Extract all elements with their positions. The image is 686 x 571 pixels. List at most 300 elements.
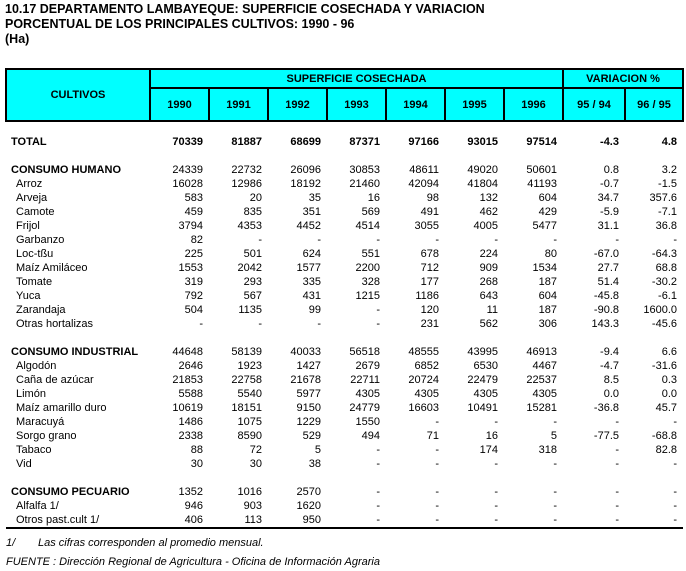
cell-value: 10619: [172, 402, 203, 414]
cell-value: 225: [184, 248, 203, 260]
source-note: FUENTE : Dirección Regional de Agricultura - Oficina de Información Agraria: [6, 556, 380, 568]
cell-value: -: [494, 416, 498, 428]
cell-value: 87371: [349, 136, 380, 148]
row-label: [6, 121, 150, 135]
cell-value: 48611: [409, 164, 439, 176]
row-label: Camote: [16, 206, 55, 218]
row-label: Tabaco: [16, 444, 52, 456]
cell-value: 8.5: [603, 374, 619, 386]
cell-value: 293: [243, 276, 262, 288]
cell-value: 567: [243, 290, 262, 302]
cell-value: [150, 471, 209, 485]
cell-value: [209, 471, 268, 485]
cell-value: 1923: [237, 360, 262, 372]
cell-value: 16603: [408, 402, 439, 414]
cell-value: 42094: [408, 178, 439, 190]
table-row: [6, 443, 683, 457]
row-label: [6, 471, 150, 485]
cell-value: [150, 331, 209, 345]
cell-value: -: [673, 416, 677, 428]
cell-value: [327, 149, 386, 163]
row-label: Arveja: [16, 192, 48, 204]
cell-value: [150, 121, 209, 135]
cell-value: 177: [420, 276, 439, 288]
column-header-1993: 1993: [327, 88, 386, 121]
cell-value: 21853: [172, 374, 203, 386]
spacer-row: [6, 149, 683, 163]
cell-value: 27.7: [597, 262, 619, 274]
cell-value: 97166: [408, 136, 439, 148]
cell-value: -: [317, 234, 321, 246]
cell-value: -45.6: [651, 318, 677, 330]
cell-value: 459: [184, 206, 203, 218]
cell-value: 429: [538, 206, 557, 218]
row-label: Maracuyá: [16, 416, 65, 428]
table-header: [6, 69, 683, 121]
cell-value: 35: [308, 192, 321, 204]
cell-value: 24339: [172, 164, 203, 176]
cell-value: 4467: [532, 360, 557, 372]
table-row: [6, 345, 683, 359]
cell-value: 909: [479, 262, 498, 274]
cell-value: 792: [184, 290, 203, 302]
cell-value: -30.2: [651, 276, 677, 288]
cell-value: -68.8: [651, 430, 677, 442]
cell-value: 50601: [526, 164, 557, 176]
cell-value: -9.4: [600, 346, 619, 358]
table-body: [6, 121, 683, 528]
cell-value: 98: [426, 192, 439, 204]
cell-value: 1075: [237, 416, 262, 428]
cell-value: -: [673, 514, 677, 526]
cell-value: [445, 471, 504, 485]
cell-value: -: [615, 486, 619, 498]
cell-value: 174: [479, 444, 498, 456]
cell-value: 22758: [231, 374, 262, 386]
cell-value: 45.7: [655, 402, 677, 414]
cell-value: 583: [184, 192, 203, 204]
cell-value: [268, 121, 327, 135]
cell-value: 494: [361, 430, 380, 442]
cell-value: 328: [361, 276, 380, 288]
cell-value: 306: [538, 318, 557, 330]
cell-value: -: [494, 514, 498, 526]
cell-value: 6.6: [661, 346, 677, 358]
column-group-superficie-cosechada: SUPERFICIE COSECHADA: [150, 69, 563, 88]
cell-value: 1553: [178, 262, 203, 274]
row-label: Algodón: [16, 360, 57, 372]
cell-value: 16: [367, 192, 380, 204]
cell-value: 10491: [467, 402, 498, 414]
cell-value: 406: [184, 514, 203, 526]
cell-value: 569: [361, 206, 380, 218]
cell-value: -: [615, 416, 619, 428]
cell-value: 1215: [355, 290, 380, 302]
row-label: Sorgo grano: [16, 430, 77, 442]
cell-value: 624: [302, 248, 321, 260]
row-label: CONSUMO PECUARIO: [11, 486, 130, 498]
row-label: Alfalfa 1/: [16, 500, 59, 512]
cell-value: 319: [184, 276, 203, 288]
cell-value: 11: [486, 304, 498, 316]
column-header-1995: 1995: [445, 88, 504, 121]
cell-value: -: [553, 458, 557, 470]
cell-value: 22479: [467, 374, 498, 386]
cell-value: -77.5: [593, 430, 619, 442]
cell-value: 88: [190, 444, 203, 456]
column-header-1994: 1994: [386, 88, 445, 121]
cell-value: [209, 121, 268, 135]
cell-value: -: [494, 486, 498, 498]
cell-value: -: [376, 458, 380, 470]
row-label: Garbanzo: [16, 234, 65, 246]
row-label: Frijol: [16, 220, 40, 232]
table-row: [6, 387, 683, 401]
cell-value: -: [376, 304, 380, 316]
cell-value: 6530: [473, 360, 498, 372]
cell-value: 46913: [526, 346, 557, 358]
row-label: Otros past.cult 1/: [16, 514, 100, 526]
cell-value: 97514: [526, 136, 557, 148]
cell-value: 20: [249, 192, 262, 204]
table-row: [6, 275, 683, 289]
cell-value: [504, 149, 563, 163]
cell-value: -4.7: [600, 360, 619, 372]
cell-value: [386, 471, 445, 485]
cell-value: 529: [302, 430, 321, 442]
cell-value: 40033: [290, 346, 321, 358]
cell-value: -: [376, 234, 380, 246]
cell-value: 31.1: [597, 220, 619, 232]
cell-value: [625, 331, 683, 345]
cell-value: 72: [249, 444, 262, 456]
cell-value: 4353: [237, 220, 262, 232]
cell-value: 1352: [178, 486, 203, 498]
cell-value: [386, 331, 445, 345]
cell-value: -: [494, 458, 498, 470]
cell-value: 58139: [231, 346, 262, 358]
cell-value: 5588: [178, 388, 203, 400]
cell-value: 903: [243, 500, 262, 512]
table-row: [6, 289, 683, 303]
cell-value: 5977: [296, 388, 321, 400]
cell-value: 0.0: [661, 388, 677, 400]
cell-value: 0.3: [661, 374, 677, 386]
table-row: [6, 177, 683, 191]
row-label: CONSUMO HUMANO: [11, 164, 121, 176]
cell-value: 351: [302, 206, 321, 218]
cell-value: 4514: [355, 220, 380, 232]
cell-value: [504, 121, 563, 135]
cell-value: [386, 149, 445, 163]
table-row: [6, 513, 683, 528]
cell-value: -67.0: [593, 248, 619, 260]
cell-value: 835: [243, 206, 262, 218]
table-row: [6, 191, 683, 205]
cell-value: 113: [244, 514, 262, 526]
cell-value: 2338: [178, 430, 203, 442]
cell-value: 49020: [467, 164, 498, 176]
cell-value: [209, 331, 268, 345]
cell-value: [625, 149, 683, 163]
cell-value: 1534: [532, 262, 557, 274]
cell-value: 30853: [349, 164, 380, 176]
column-header-cultivos: CULTIVOS: [6, 69, 150, 121]
table-row: [6, 415, 683, 429]
cell-value: -: [553, 514, 557, 526]
cell-value: 462: [479, 206, 498, 218]
cell-value: -: [258, 318, 262, 330]
cell-value: -7.1: [658, 206, 677, 218]
cell-value: 2570: [296, 486, 321, 498]
footnote-text: Las cifras corresponden al promedio mensual.: [38, 537, 264, 549]
cell-value: -: [376, 444, 380, 456]
cell-value: 712: [420, 262, 439, 274]
cell-value: 99: [308, 304, 321, 316]
title-line-1: 10.17 DEPARTAMENTO LAMBAYEQUE: SUPERFICIE COSECHADA Y VARIACION: [5, 2, 485, 16]
cell-value: 3794: [178, 220, 203, 232]
cell-value: 41804: [467, 178, 498, 190]
cell-value: [268, 471, 327, 485]
table-row: [6, 163, 683, 177]
cell-value: 335: [302, 276, 321, 288]
table-row: [6, 261, 683, 275]
cell-value: 22732: [231, 164, 262, 176]
cell-value: 224: [479, 248, 498, 260]
cell-value: -: [258, 234, 262, 246]
cell-value: -: [615, 514, 619, 526]
table-row: [6, 401, 683, 415]
cell-value: -: [317, 318, 321, 330]
cell-value: [625, 471, 683, 485]
cell-value: 41193: [527, 178, 557, 190]
cell-value: 1427: [296, 360, 321, 372]
cell-value: 68.8: [655, 262, 677, 274]
page-title: [5, 2, 485, 47]
cell-value: -: [376, 318, 380, 330]
row-label: Limón: [16, 388, 46, 400]
cell-value: 44648: [172, 346, 203, 358]
cell-value: 21460: [349, 178, 380, 190]
spacer-row: [6, 331, 683, 345]
cell-value: 82: [190, 234, 203, 246]
cell-value: -: [553, 416, 557, 428]
cell-value: [563, 471, 625, 485]
cell-value: 491: [420, 206, 439, 218]
cell-value: [563, 149, 625, 163]
cell-value: [445, 121, 504, 135]
cell-value: [327, 331, 386, 345]
spacer-row: [6, 471, 683, 485]
cell-value: [268, 331, 327, 345]
cell-value: 36.8: [655, 220, 677, 232]
cell-value: -: [376, 486, 380, 498]
row-label: Otras hortalizas: [16, 318, 94, 330]
table-row: [6, 499, 683, 513]
table-row: [6, 233, 683, 247]
row-label: Vid: [16, 458, 32, 470]
cell-value: 81887: [231, 136, 262, 148]
cell-value: -: [673, 234, 677, 246]
cell-value: 9150: [296, 402, 321, 414]
cell-value: 21678: [290, 374, 321, 386]
row-label: Maíz amarillo duro: [16, 402, 107, 414]
cell-value: 93015: [467, 136, 498, 148]
cell-value: -4.3: [600, 136, 619, 148]
cell-value: 1229: [296, 416, 321, 428]
row-label: TOTAL: [11, 136, 47, 148]
cell-value: 357.6: [649, 192, 677, 204]
cell-value: 8590: [237, 430, 262, 442]
table-row: [6, 429, 683, 443]
cell-value: 562: [479, 318, 498, 330]
table-row: [6, 317, 683, 331]
table-row: [6, 135, 683, 149]
cell-value: -: [553, 486, 557, 498]
cell-value: 1486: [178, 416, 203, 428]
cell-value: -: [615, 444, 619, 456]
cell-value: 6852: [414, 360, 439, 372]
cell-value: 15281: [526, 402, 557, 414]
cell-value: -: [435, 444, 439, 456]
cell-value: 5540: [237, 388, 262, 400]
cell-value: 80: [544, 248, 557, 260]
cell-value: -: [376, 500, 380, 512]
cell-value: 3055: [414, 220, 439, 232]
column-header-1991: 1991: [209, 88, 268, 121]
cell-value: 2679: [355, 360, 380, 372]
cell-value: 946: [184, 500, 203, 512]
cell-value: -: [673, 500, 677, 512]
cell-value: -64.3: [651, 248, 677, 260]
cell-value: [445, 331, 504, 345]
column-header-1996: 1996: [504, 88, 563, 121]
table-row: [6, 303, 683, 317]
cell-value: 70339: [172, 136, 203, 148]
cell-value: 2042: [237, 262, 262, 274]
cell-value: -31.6: [651, 360, 677, 372]
row-label: Caña de azúcar: [16, 374, 94, 386]
cell-value: 4005: [473, 220, 498, 232]
cell-value: 18192: [290, 178, 321, 190]
cell-value: 22711: [350, 374, 380, 386]
row-label: Yuca: [16, 290, 41, 302]
column-group-variacion: VARIACION %: [563, 69, 683, 88]
cell-value: 68699: [290, 136, 321, 148]
cell-value: 26096: [290, 164, 321, 176]
cell-value: 5: [550, 430, 557, 442]
cell-value: -6.1: [658, 290, 677, 302]
footnote-1: [6, 537, 264, 549]
cell-value: -: [376, 514, 380, 526]
cell-value: 38: [308, 458, 321, 470]
cell-value: 4452: [296, 220, 321, 232]
cell-value: 16: [485, 430, 498, 442]
cell-value: -: [494, 234, 498, 246]
cell-value: -: [435, 514, 439, 526]
cell-value: 3.2: [661, 164, 677, 176]
row-label: Maíz Amiláceo: [16, 262, 88, 274]
cell-value: 1135: [238, 304, 262, 316]
row-label: [6, 149, 150, 163]
cell-value: 132: [479, 192, 498, 204]
header-span-row: [6, 69, 683, 88]
cell-value: 501: [243, 248, 262, 260]
cell-value: 24779: [349, 402, 380, 414]
cell-value: 318: [538, 444, 557, 456]
cell-value: 0.8: [603, 164, 619, 176]
cell-value: 678: [420, 248, 439, 260]
cell-value: [625, 121, 683, 135]
cell-value: [504, 471, 563, 485]
row-label: CONSUMO INDUSTRIAL: [11, 346, 139, 358]
column-header-1990: 1990: [150, 88, 209, 121]
cell-value: 1620: [296, 500, 321, 512]
cell-value: 30: [249, 458, 262, 470]
cell-value: -36.8: [593, 402, 619, 414]
cell-value: [563, 331, 625, 345]
cell-value: 48555: [408, 346, 439, 358]
cell-value: 604: [538, 290, 557, 302]
title-line-2: PORCENTUAL DE LOS PRINCIPALES CULTIVOS: 1990 - 96: [5, 17, 355, 31]
title-unit: (Ha): [5, 32, 30, 46]
cell-value: [327, 121, 386, 135]
table-row: [6, 247, 683, 261]
cell-value: 268: [479, 276, 498, 288]
cell-value: -: [435, 416, 439, 428]
cell-value: 34.7: [597, 192, 619, 204]
cell-value: 504: [184, 304, 203, 316]
cell-value: -: [615, 458, 619, 470]
cell-value: [563, 121, 625, 135]
cell-value: -: [435, 234, 439, 246]
cell-value: -: [615, 500, 619, 512]
cell-value: 1016: [237, 486, 262, 498]
crops-statistics-table: [5, 68, 684, 529]
cell-value: 187: [538, 304, 557, 316]
row-label: Zarandaja: [16, 304, 66, 316]
cell-value: 604: [538, 192, 557, 204]
cell-value: 1600.0: [643, 304, 677, 316]
cell-value: 950: [302, 514, 321, 526]
cell-value: 120: [420, 304, 439, 316]
row-label: Loc-tßu: [16, 248, 54, 260]
cell-value: 4.8: [661, 136, 677, 148]
cell-value: [504, 331, 563, 345]
cell-value: -45.8: [593, 290, 619, 302]
cell-value: 4305: [355, 388, 380, 400]
column-header-var-95-94: 95 / 94: [563, 88, 625, 121]
table-row: [6, 373, 683, 387]
cell-value: 22537: [526, 374, 557, 386]
cell-value: 1550: [355, 416, 380, 428]
cell-value: 431: [302, 290, 321, 302]
table-row: [6, 359, 683, 373]
cell-value: -: [435, 486, 439, 498]
row-label: [6, 331, 150, 345]
cell-value: -: [673, 458, 677, 470]
cell-value: 643: [479, 290, 498, 302]
cell-value: 4305: [414, 388, 439, 400]
cell-value: 4305: [532, 388, 557, 400]
cell-value: [209, 149, 268, 163]
cell-value: -: [553, 234, 557, 246]
cell-value: 12986: [231, 178, 262, 190]
cell-value: [327, 471, 386, 485]
row-label: Tomate: [16, 276, 53, 288]
table-row: [6, 219, 683, 233]
cell-value: -: [553, 500, 557, 512]
